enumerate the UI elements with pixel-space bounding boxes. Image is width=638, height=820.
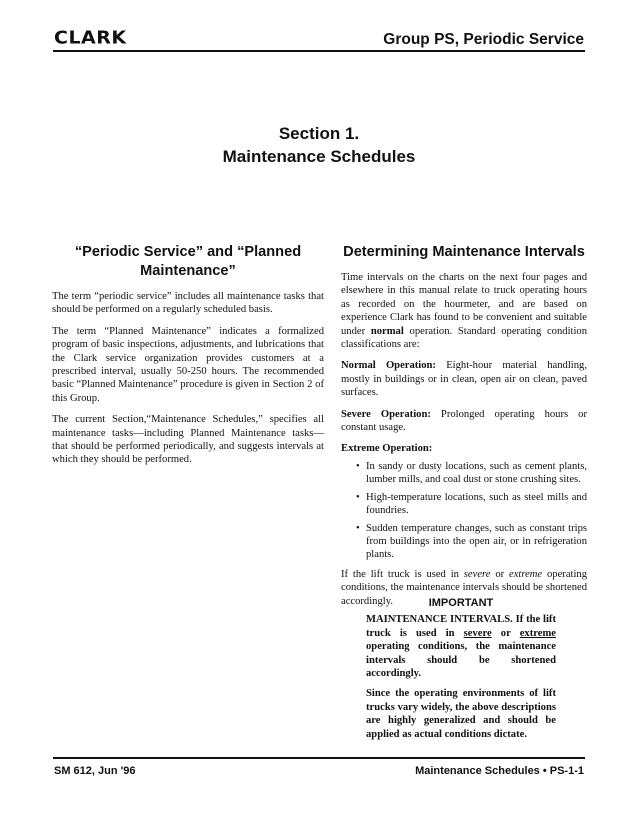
right-heading: Determining Maintenance Intervals bbox=[343, 244, 585, 260]
section-title: Maintenance Schedules bbox=[222, 147, 416, 166]
list-item: • High-temperature locations, such as steel mills and foundries. bbox=[356, 491, 587, 517]
paragraph-periodic-service: The term “periodic service” includes all maintenance tasks that should be performed on a regularly scheduled basis. bbox=[52, 291, 324, 316]
extreme-conditions-list bbox=[341, 460, 587, 562]
bullet-icon: • bbox=[356, 522, 360, 534]
list-item: • In sandy or dusty locations, such as cement plants, lumber mills, and coal dust or stone crushing sites. bbox=[356, 460, 587, 486]
header-divider bbox=[53, 50, 585, 52]
footer-page-id: Maintenance Schedules • PS-1-1 bbox=[415, 765, 584, 777]
closing-paragraph: If the lift truck is used in severe or extreme operating conditions, the maintenance intervals should be shortened accordingly. bbox=[341, 568, 587, 607]
important-paragraph-2: Since the operating environments of lift trucks vary widely, the above descriptions are highly generalized and should be applied as actual conditions dictate. bbox=[366, 688, 556, 740]
right-column bbox=[341, 243, 587, 616]
normal-operation: Normal Operation: Eight-hour material handling, mostly in buildings or in clean, open air on clean, paved surfaces. bbox=[341, 360, 587, 399]
footer-manual-id: SM 612, Jun '96 bbox=[54, 765, 136, 777]
intro-paragraph: Time intervals on the charts on the next four pages and elsewhere in this manual relate to truck operating hours as recorded on the hourmeter, and are based on experience Clark has found to be convenient and suitable under normal operation. Standard operating condition classifications are: bbox=[341, 272, 587, 351]
paragraph-planned-maintenance: The term “Planned Maintenance” indicates a formalized program of basic inspections, adjustments, and lubrications that the Clark service organization provides customers at a prescribed interval, usually 50-250 hours. The recommended basic “Planned Maintenance” procedure is given in Section 2 of this Group. bbox=[52, 325, 324, 404]
normal-operation-label: Normal Operation: bbox=[341, 360, 436, 372]
section-heading bbox=[0, 122, 638, 168]
left-heading: “Periodic Service” and “Planned Maintenance” bbox=[74, 244, 302, 279]
group-title: Group PS, Periodic Service bbox=[383, 31, 584, 48]
severe-operation-label: Severe Operation: bbox=[341, 408, 431, 420]
footer-divider bbox=[53, 757, 585, 759]
extreme-operation-label: Extreme Operation: bbox=[341, 443, 433, 455]
important-paragraph-1: MAINTENANCE INTERVALS. If the lift truck is used in severe or extreme operating conditions, the maintenance intervals should be shortened accordingly. bbox=[366, 614, 557, 680]
clark-logo: CLARK bbox=[54, 27, 127, 49]
severe-operation: Severe Operation: Prolonged operating hours or constant usage. bbox=[341, 408, 587, 434]
left-column bbox=[52, 243, 324, 475]
bullet-icon: • bbox=[356, 460, 360, 472]
important-title: IMPORTANT bbox=[428, 597, 494, 609]
list-item: • Sudden temperature changes, such as constant trips from buildings into the open air, or in refrigeration plants. bbox=[356, 522, 587, 561]
section-number: Section 1. bbox=[278, 124, 360, 143]
bullet-icon: • bbox=[356, 491, 360, 503]
paragraph-current-section: The current Section,“Maintenance Schedules,” specifies all maintenance tasks—including Planned Maintenance tasks—that should be performed periodically, and suggests intervals at which they should be performed. bbox=[52, 414, 324, 466]
important-notice bbox=[366, 597, 556, 748]
